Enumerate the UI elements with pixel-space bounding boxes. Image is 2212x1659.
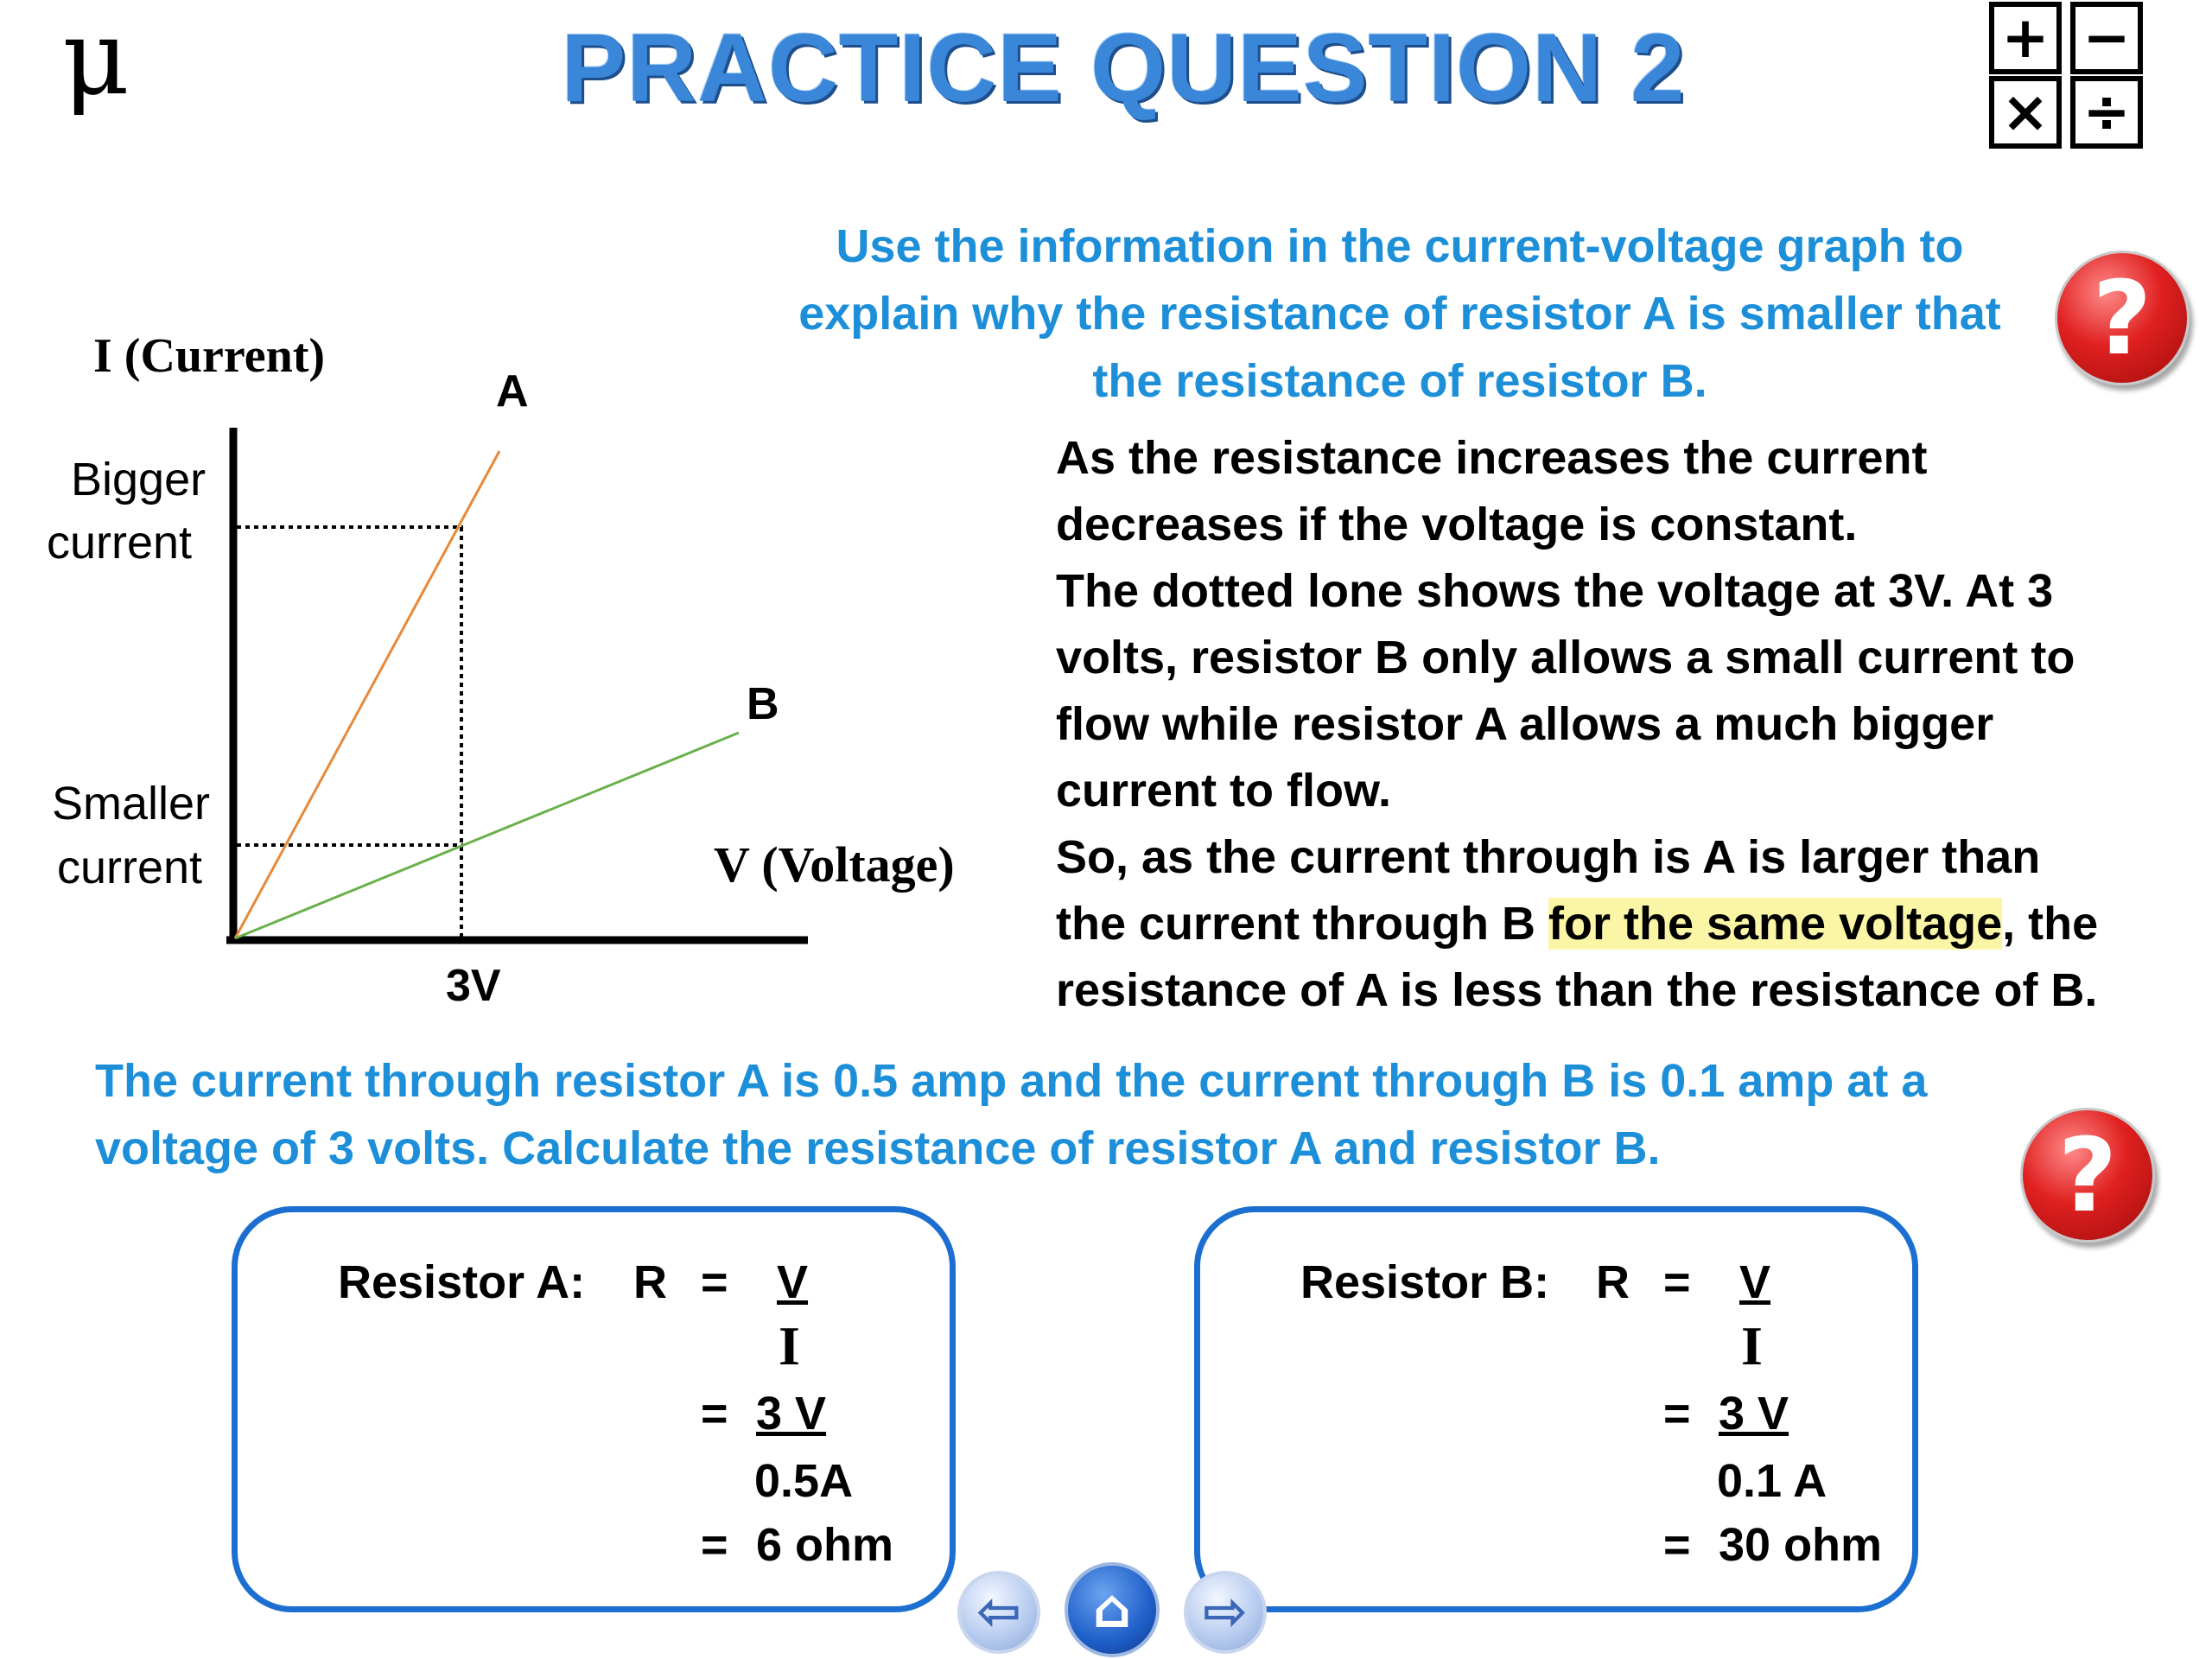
substituted-numerator: 3 V — [756, 1388, 827, 1440]
line-b-label: B — [747, 679, 779, 729]
question-1-line: the resistance of resistor B. — [1092, 355, 1707, 407]
substituted-denominator: 0.5A — [754, 1455, 854, 1507]
answer-text-segment: , the — [2002, 898, 2099, 950]
question-1-line: explain why the resistance of resistor A is smaller that — [798, 288, 2001, 340]
formula-numerator: V — [777, 1256, 809, 1308]
multiply-icon: × — [1989, 76, 2062, 149]
r-symbol: R — [1596, 1256, 1630, 1308]
question-mark-icon[interactable]: ? — [2055, 251, 2190, 385]
substituted-denominator: 0.1 A — [1717, 1455, 1827, 1507]
smaller-current-label: current — [57, 842, 203, 893]
r-symbol: R — [633, 1256, 667, 1308]
current-voltage-graph — [0, 328, 1002, 1020]
question-2-line: voltage of 3 volts. Calculate the resistance of resistor A and resistor B. — [95, 1122, 1661, 1174]
page-title: PRACTICE QUESTION 2 — [561, 14, 1686, 122]
equals-sign: = — [1663, 1256, 1691, 1308]
question-1-line: Use the information in the current-voltage graph to — [836, 220, 1964, 272]
operators-icon — [1986, 0, 2146, 147]
question-2-line: The current through resistor A is 0.5 amp and the current through B is 0.1 amp at a — [95, 1055, 1928, 1107]
answer-line: current to flow. — [1056, 765, 1391, 817]
answer-line: flow while resistor A allows a much bigger — [1056, 698, 1994, 750]
equals-sign: = — [701, 1519, 728, 1571]
resistor-a-calculation-box — [232, 1206, 956, 1612]
answer-line: So, as the current through is A is larger than — [1056, 831, 2041, 883]
question-mark-icon[interactable]: ? — [2020, 1108, 2155, 1243]
resistor-a-result: 6 ohm — [756, 1519, 894, 1571]
line-a-label: A — [496, 366, 529, 416]
bigger-current-label: current — [47, 517, 193, 569]
bigger-current-label: Bigger — [71, 454, 207, 505]
mu-symbol: μ — [62, 0, 130, 118]
formula-numerator: V — [1739, 1256, 1771, 1308]
minus-icon: − — [2070, 2, 2143, 74]
answer-text-segment: the current through B — [1056, 898, 1548, 950]
answer-line: resistance of A is less than the resistance of B. — [1056, 964, 2098, 1016]
equals-sign: = — [701, 1256, 728, 1308]
voltage-marker-label: 3V — [446, 961, 501, 1011]
divide-icon: ÷ — [2070, 76, 2143, 149]
equals-sign: = — [701, 1388, 728, 1440]
substituted-numerator: 3 V — [1719, 1388, 1789, 1440]
resistor-b-calculation-box — [1194, 1206, 1918, 1612]
answer-line — [1056, 891, 2205, 957]
resistor-a-label: Resistor A: — [338, 1256, 586, 1308]
formula-denominator: I — [1741, 1315, 1763, 1376]
forward-arrow-icon[interactable]: ⇨ — [1184, 1571, 1267, 1654]
home-icon[interactable]: ⌂ — [1065, 1562, 1160, 1657]
formula-denominator: I — [779, 1315, 800, 1376]
resistor-b-label: Resistor B: — [1300, 1256, 1550, 1308]
x-axis-label: V (Voltage) — [714, 836, 955, 893]
answer-line: The dotted lone shows the voltage at 3V. At 3 — [1056, 565, 2054, 617]
answer-line: volts, resistor B only allows a small current to — [1056, 632, 2075, 683]
equals-sign: = — [1663, 1519, 1691, 1571]
question-2 — [95, 1047, 2031, 1182]
answer-text — [1056, 425, 2205, 1024]
answer-line: decreases if the voltage is constant. — [1056, 499, 1858, 550]
highlighted-phrase: for the same voltage — [1548, 898, 2003, 950]
smaller-current-label: Smaller — [52, 778, 211, 830]
back-arrow-icon[interactable]: ⇦ — [957, 1571, 1040, 1654]
y-axis-label: I (Current) — [93, 329, 326, 383]
equals-sign: = — [1663, 1388, 1691, 1440]
answer-line: As the resistance increases the current — [1056, 432, 1928, 484]
resistor-b-result: 30 ohm — [1719, 1519, 1883, 1571]
resistor-b-line — [235, 733, 739, 938]
plus-icon: + — [1989, 2, 2062, 74]
